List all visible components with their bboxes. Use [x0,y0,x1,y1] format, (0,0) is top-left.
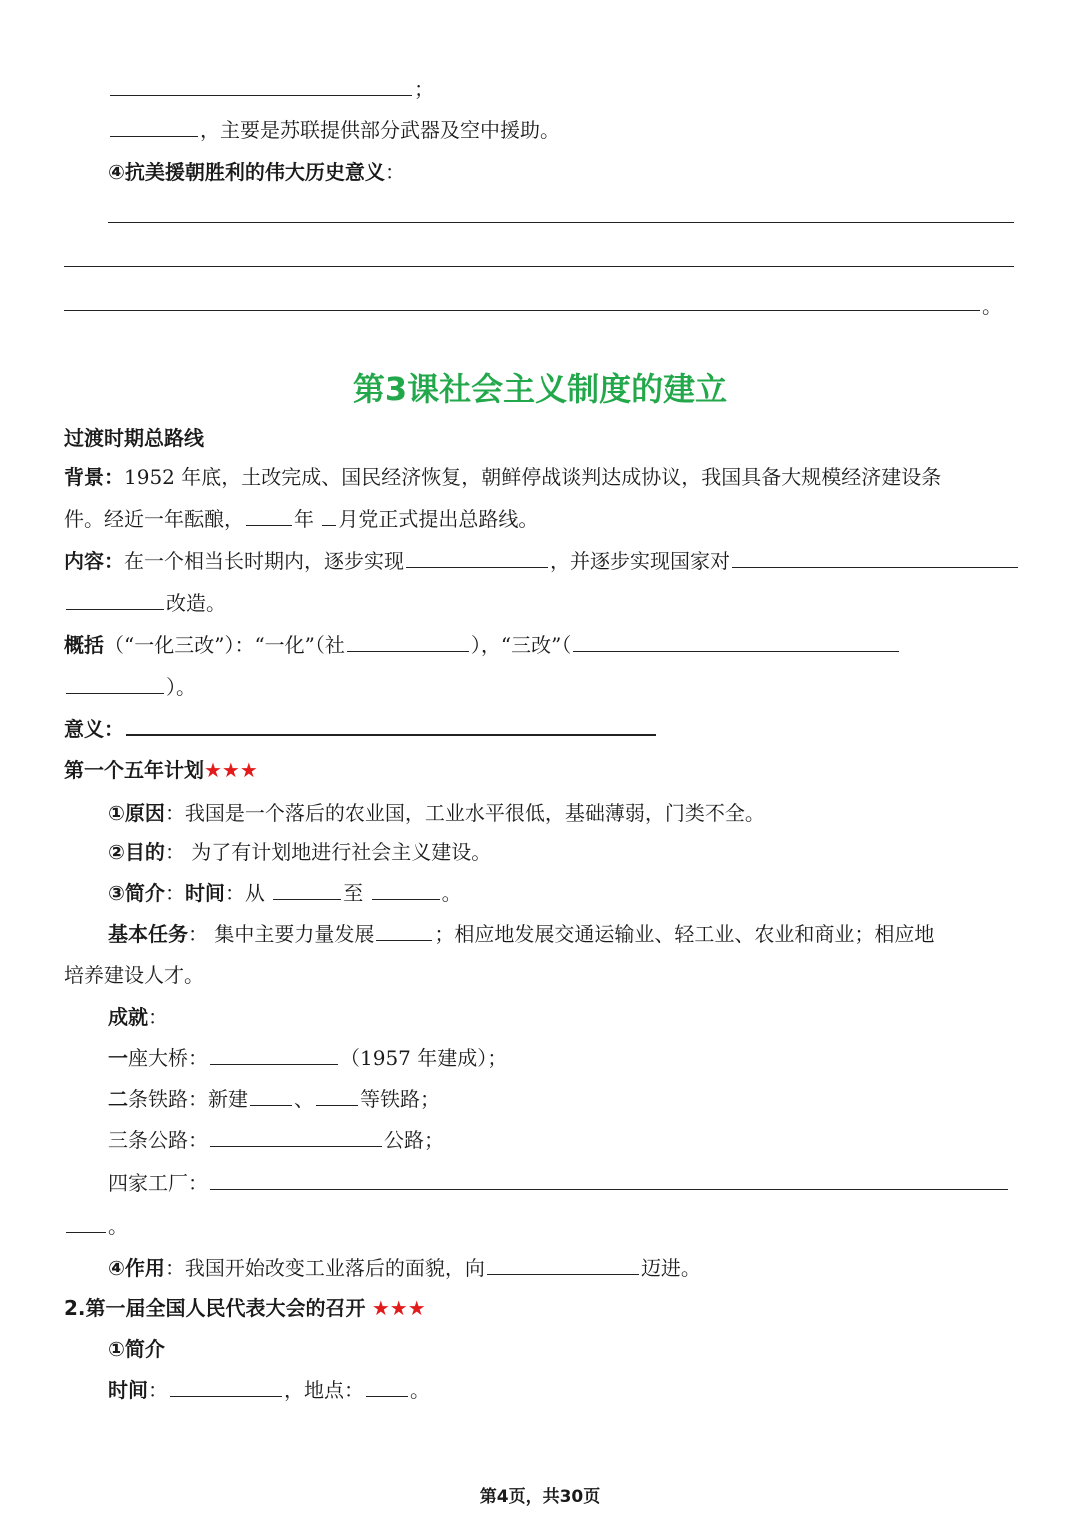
fill-blank[interactable] [347,631,469,652]
fill-blank[interactable] [273,879,341,900]
achievement-heading: 成就： [108,1005,168,1029]
item4-heading: ④抗美援朝胜利的伟大历史意义： [108,160,405,184]
fill-blank-year[interactable] [246,505,292,526]
summary-para-line2: ）。 [64,673,196,701]
end-period: 。 [982,294,1002,318]
task-line1: 基本任务： 集中主要力量发展 ；相应地发展交通运输业、轻工业、农业和商业；相应地 [108,922,935,946]
fill-blank-month[interactable] [322,505,336,526]
star-rating: ★★★ [371,1296,426,1320]
fill-blank[interactable] [210,1169,1008,1190]
fill-blank[interactable] [316,1085,358,1106]
fill-blank[interactable] [210,1044,338,1065]
purpose-line: ②目的： 为了有计划地进行社会主义建设。 [108,840,492,864]
npc-intro-heading: ①简介 [108,1337,165,1361]
fill-blank[interactable] [406,547,548,568]
section-heading-transition: 过渡时期总路线 [64,426,204,450]
fill-blank[interactable] [170,1376,282,1397]
fill-blank[interactable] [732,547,1018,568]
fill-blank[interactable] [487,1254,639,1275]
answer-line[interactable] [108,222,1014,223]
effect-line: ④作用：我国开始改变工业落后的面貌，向 迈进。 [108,1256,701,1280]
fill-blank[interactable] [366,1376,408,1397]
railway-line: 二条铁路：新建 、 等铁路； [108,1087,440,1111]
fill-blank[interactable] [126,714,656,736]
lesson-title: 第3课社会主义制度的建立 [352,370,728,408]
meaning-line: 意义： [64,714,658,743]
background-para-line2: 件。经近一年酝酿， 年 月党正式提出总路线。 [64,507,539,531]
highway-line: 三条公路： 公路； [108,1128,444,1152]
aid-line: ，主要是苏联提供部分武器及空中援助。 [108,116,560,144]
answer-line[interactable] [64,310,980,311]
fill-blank[interactable] [210,1126,382,1147]
npc-time-line: 时间： ，地点： 。 [108,1378,430,1402]
fill-blank[interactable] [250,1085,292,1106]
blank-line-row: ； [108,75,434,103]
content-para-line1: 内容：在一个相当长时期内，逐步实现 ，并逐步实现国家对 [64,547,1020,575]
factory-line1: 四家工厂： [108,1169,1010,1197]
reason-line: ①原因：我国是一个落后的农业国，工业水平很低，基础薄弱，门类不全。 [108,801,765,825]
page-number: 第4页，共30页 [479,1487,601,1507]
fill-blank[interactable] [66,1212,106,1233]
task-line2: 培养建设人才。 [64,963,204,987]
fill-blank[interactable] [573,631,899,652]
fill-blank[interactable] [110,116,198,137]
section-heading-five-year-plan: 第一个五年计划★★★ [64,758,258,782]
fill-blank[interactable] [66,673,164,694]
star-rating: ★★★ [204,758,258,782]
summary-para-line1: 概括（“一化三改”）：“一化”（社 ），“三改”（ [64,631,901,659]
answer-line[interactable] [64,266,1014,267]
fill-blank[interactable] [372,879,440,900]
fill-blank[interactable] [376,920,432,941]
content-para-line2: 改造。 [64,589,226,617]
fill-blank[interactable] [66,589,164,610]
intro-time-line: ③简介：时间：从 至 。 [108,881,462,905]
background-para-line1: 背景：1952 年底，土改完成、国民经济恢复，朝鲜停战谈判达成协议，我国具备大规模经济建设条 [64,465,942,489]
bridge-line: 一座大桥： （1957 年建成）； [108,1046,508,1070]
section-heading-npc: 2.第一届全国人民代表大会的召开 ★★★ [64,1296,426,1320]
factory-line2: 。 [64,1212,128,1240]
fill-blank[interactable] [110,75,412,96]
